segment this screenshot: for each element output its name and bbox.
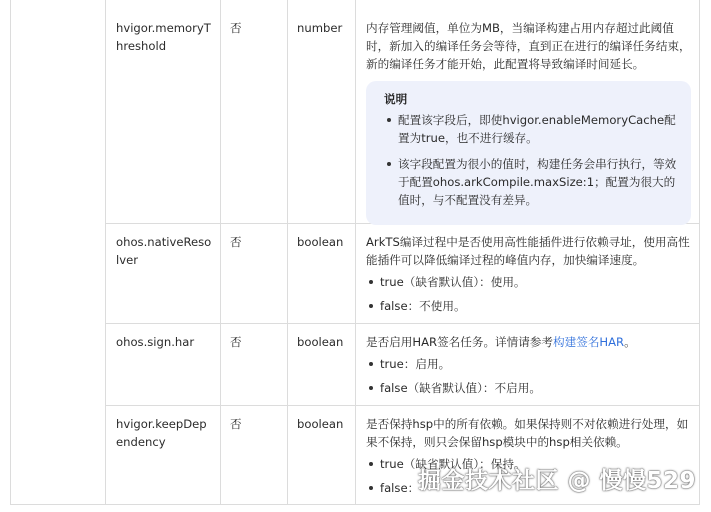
value-item: false（缺省默认值）：不启用。 xyxy=(380,379,691,397)
table-border-left xyxy=(10,0,11,505)
note-item: 该字段配置为很小的值时，构建任务会串行执行，等效于配置ohos.arkCompile.maxSize:1；配置为很大的值时，与不配置没有差异。 xyxy=(398,155,681,209)
description-text xyxy=(366,333,691,351)
column-divider-name xyxy=(105,0,106,505)
description-suffix: 。 xyxy=(624,335,636,349)
param-type: boolean xyxy=(297,335,344,349)
param-required: 否 xyxy=(230,235,242,249)
param-name: ohos.nativeResolver xyxy=(116,235,212,267)
param-required: 否 xyxy=(230,335,242,349)
param-type: boolean xyxy=(297,235,344,249)
column-divider-required xyxy=(220,0,221,505)
row-divider xyxy=(105,323,700,324)
watermark: 掘金技术社区 @ 慢慢529 xyxy=(418,468,697,494)
description-text: 内存管理阈值，单位为MB，当编译构建占用内存超过此阈值时，新加入的编译任务会等待，直到正在进行的编译任务结束，新的编译任务才能开始，此配置将导致编译时间延长。 xyxy=(366,21,691,71)
param-name: ohos.sign.har xyxy=(116,335,195,349)
table-border-right xyxy=(699,0,700,505)
column-divider-desc xyxy=(355,0,356,505)
description-text: 是否保持hsp中的所有依赖。如果保持则不对依赖进行处理，如果不保持，则只会保留hsp模块中的hsp相关依赖。 xyxy=(366,417,689,449)
param-description xyxy=(366,19,691,225)
note-box xyxy=(366,81,691,225)
value-item: false： xyxy=(380,479,691,497)
table-border-bottom xyxy=(10,504,700,505)
value-list xyxy=(366,273,691,315)
param-description xyxy=(366,333,691,403)
value-list xyxy=(366,355,691,397)
description-prefix: 是否启用HAR签名任务。详情请参考 xyxy=(366,335,554,349)
value-item: true（缺省默认值）：保持。 xyxy=(380,455,691,473)
note-title: 说明 xyxy=(384,92,408,106)
value-item: true：启用。 xyxy=(380,355,691,373)
value-item: true（缺省默认值）：使用。 xyxy=(380,273,691,291)
note-item: 配置该字段后，即使hvigor.enableMemoryCache配置为true，也不进行缓存。 xyxy=(398,111,681,147)
param-required: 否 xyxy=(230,417,242,431)
param-description xyxy=(366,233,691,321)
note-list xyxy=(384,111,681,209)
description-text: ArkTS编译过程中是否使用高性能插件进行依赖寻址，使用高性能插件可以降低编译过程的峰值内存，加快编译速度。 xyxy=(366,235,690,267)
column-divider-type xyxy=(287,0,288,505)
row-divider xyxy=(105,405,700,406)
param-name: hvigor.keepDependency xyxy=(116,417,207,449)
build-signed-har-link[interactable]: 构建签名HAR xyxy=(553,335,625,349)
param-type: number xyxy=(297,21,343,35)
param-name: hvigor.memoryThreshold xyxy=(116,21,211,53)
param-type: boolean xyxy=(297,417,344,431)
param-required: 否 xyxy=(230,21,242,35)
value-item: false：不使用。 xyxy=(380,297,691,315)
